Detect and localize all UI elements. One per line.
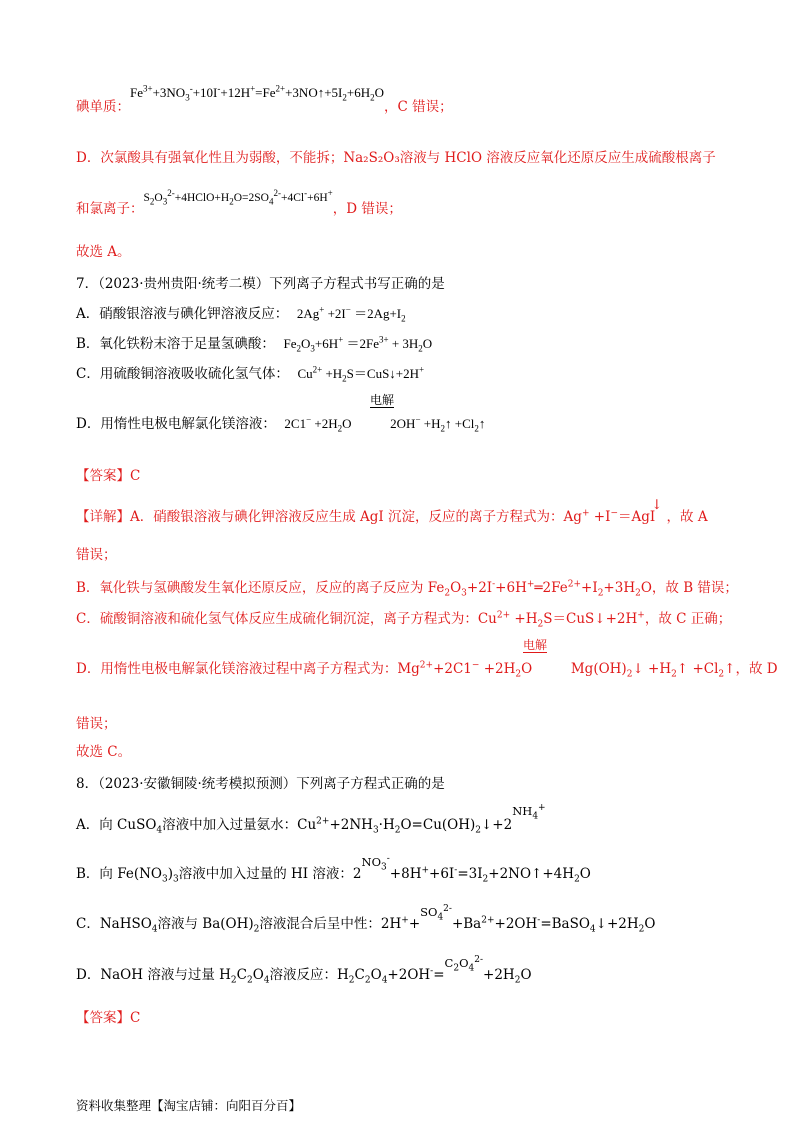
q7-detail-a-cont: 错误；: [76, 547, 117, 563]
q7-option-b: B．氧化铁粉末溶于足量氢碘酸： $Fe_2O_3+6H^+ =2Fe^{3+} + 3H_2O$: [76, 334, 433, 354]
q8-option-d: D．NaOH 溶液与过量 $H_2C_2O_4$溶液反应：$H_2C_2O_4+2OH^-=C_2O_4^{2-}+2H_2O$: [76, 955, 532, 986]
q7-choose: 故选 C。: [76, 744, 132, 760]
q8-option-b: B．向 $Fe(NO_3)_3$溶液中加入过量的 HI 溶液：$2NO_3^-+8H^++6I^-=3I_2+2NO↑+4H_2O$: [76, 854, 591, 885]
q6-d-formula: $S_2O_3^{2-}+4HClO+H_2O=2SO_4^{2-}+4Cl^-+6H^+$: [143, 188, 333, 207]
q7-answer: 【答案】C: [76, 468, 141, 484]
page-footer: 资料收集整理【淘宝店铺：向阳百分百】: [76, 1098, 302, 1113]
q8-answer: 【答案】C: [76, 1010, 141, 1026]
q7-detail-c: C．硫酸铜溶液和硫化氢气体反应生成硫化铜沉淀，离子方程式为：$Cu^{2+}$ $+H_2S=CuS↓+2H^+$，故 C 正确；: [76, 610, 732, 630]
q6-c-conclusion: 碘单质：$Fe^{3+}+3NO_3^-+10I^-+12H^+=Fe^{2+}+3NO↑+5I_2+6H_2O$，C 错误；: [76, 83, 453, 115]
q8-option-a: A．向 CuSO$_4$溶液中加入过量氨水：$Cu^{2+}+2NH_3\cdot H_2O=Cu(OH)_2↓+2NH_4^+$: [76, 803, 546, 836]
q6-d-line: D．次氯酸具有强氧化性且为弱酸，不能拆；Na₂S₂O₃溶液与 HClO 溶液反应氧化还原反应生成硫酸根离子: [76, 150, 716, 166]
q7-detail-d: D．用惰性电极电解氯化镁溶液过程中离子方程式为：$Mg^{2+}+2C1^- +2H_2O$ $Mg(OH)_2↓$ $+H_2↑$ $+Cl_2↑$，故 D: [76, 660, 778, 680]
q6-choose: 故选 A。: [76, 244, 131, 260]
q7-detail-a: 【详解】A．硝酸银溶液与碘化钾溶液反应生成 AgI 沉淀，反应的离子方程式为：Ag+ +I−＝AgI↓，故 A: [76, 497, 708, 525]
q7-option-c: C．用硫酸铜溶液吸收硫化氢气体： $Cu^{2+}$ $+H_2S=CuS↓+2H^+$: [76, 364, 425, 384]
q6-d-conclusion: 和氯离子：$S_2O_3^{2-}+4HClO+H_2O=2SO_4^{2-}+4Cl^-+6H^+$，D 错误；: [76, 188, 402, 217]
q7-detail-d-electrolysis-condition: 电解: [523, 638, 548, 652]
q8-option-c: C．NaHSO$_4$溶液与 $Ba(OH)_2$溶液混合后呈中性：$2H^++SO_4^{2-}+Ba^{2+}+2OH^-=BaSO_4↓+2H_2O$: [76, 904, 656, 935]
q8-stem: 8．（2023·安徽铜陵·统考模拟预测）下列离子方程式正确的是: [76, 776, 445, 792]
q7-stem: 7．（2023·贵州贵阳·统考二模）下列离子方程式书写正确的是: [76, 276, 445, 292]
q7-d-electrolysis-condition: 电解: [370, 393, 395, 407]
q7-detail-d-cont: 错误；: [76, 716, 117, 732]
q7-option-d: D．用惰性电极电解氯化镁溶液： $2C1^- +2H_2O$ $2OH^- +H_2↑$ $+Cl_2↑$: [76, 414, 486, 434]
q7-detail-b: B．氧化铁与氢碘酸发生氧化还原反应，反应的离子反应为 $Fe_2O_3+2I^-+6H^+═2Fe^{2+}+I_2+3H_2O$，故 B 错误；: [76, 579, 738, 599]
q7-option-a: A．硝酸银溶液与碘化钾溶液反应： $2Ag^+ +2I^- =2Ag+I_2$: [76, 304, 406, 324]
q6-c-formula: $Fe^{3+}+3NO_3^-+10I^-+12H^+=Fe^{2+}+3NO↑+5I_2+6H_2O$: [130, 83, 384, 103]
